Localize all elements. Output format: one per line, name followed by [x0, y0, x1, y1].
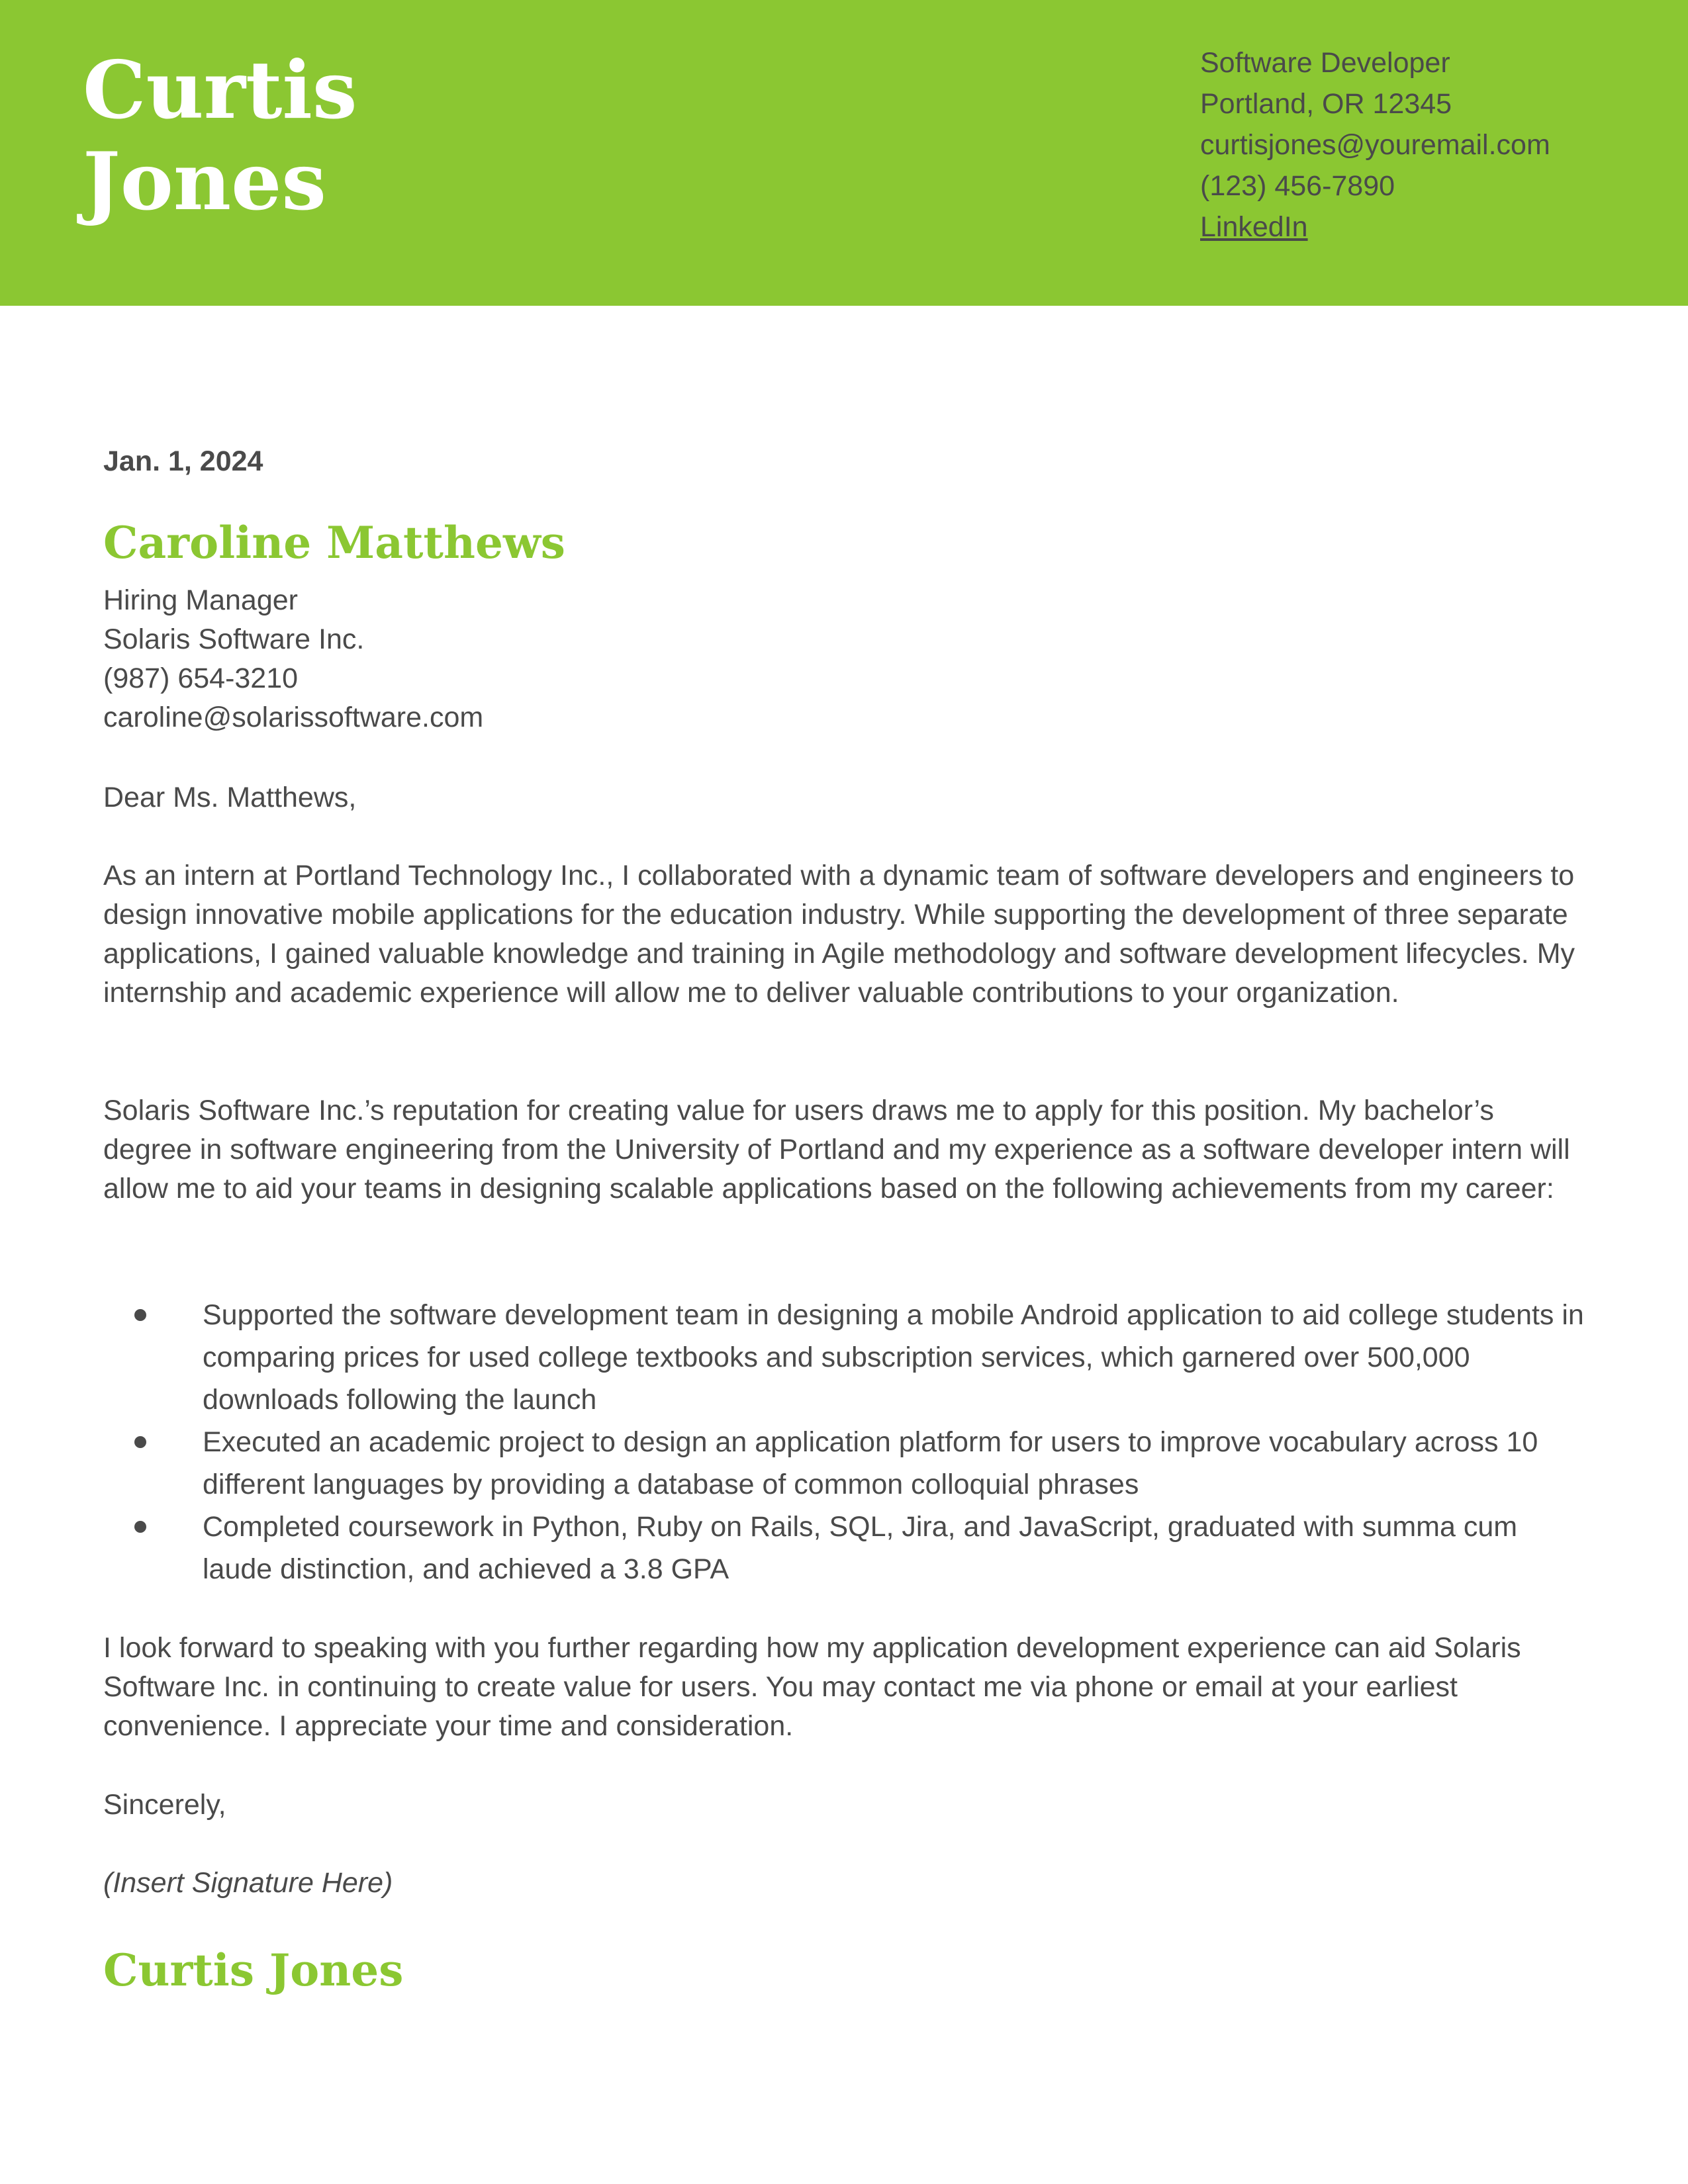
paragraph-motivation: Solaris Software Inc.’s reputation for creating value for users draws me to apply for this position. My bachelor’s degree in software engineering from the University of Portland and my experience as a software developer intern will allow me to aid your teams in designing scalable applications based on the following achievements from my career: [103, 1095, 1570, 1205]
linkedin-link[interactable]: LinkedIn [1200, 211, 1308, 243]
applicant-last-name: Jones [83, 135, 326, 228]
salutation: Dear Ms. Matthews, [103, 782, 357, 813]
bullet-icon [134, 1309, 146, 1321]
list-item [103, 1506, 1586, 1590]
list-item [103, 1421, 1586, 1506]
achievement-text: Executed an academic project to design an application platform for users to improve vocabulary across 10 different languages by providing a database of common colloquial phrases [203, 1426, 1538, 1500]
recipient-phone: (987) 654-3210 [103, 662, 299, 694]
achievement-text: Supported the software development team in designing a mobile Android application to aid college students in comparing prices for used college textbooks and subscription services, which garnered over 500,000 downloads following the launch [203, 1299, 1584, 1416]
paragraph-intro: As an intern at Portland Technology Inc., I collaborated with a dynamic team of software developers and engineers to design innovative mobile applications for the education industry. While supporting the development of three separate applications, I gained valuable knowledge and training in Agile methodology and software development lifecycles. My internship and academic experience will allow me to deliver valuable contributions to your organization. [103, 860, 1575, 1009]
paragraph-closing: I look forward to speaking with you further regarding how my application development experience can aid Solaris Software Inc. in continuing to create value for users. You may contact me via phone or email at your earliest convenience. I appreciate your time and consideration. [103, 1632, 1521, 1742]
recipient-title: Hiring Manager [103, 584, 298, 616]
applicant-first-name: Curtis [83, 44, 357, 137]
applicant-contact [1200, 42, 1550, 248]
applicant-job-title: Software Developer [1200, 47, 1450, 79]
bullet-icon [134, 1436, 146, 1448]
applicant-location: Portland, OR 12345 [1200, 88, 1452, 120]
bullet-icon [134, 1521, 146, 1533]
sender-name: Curtis Jones [103, 1944, 404, 1996]
recipient-email: caroline@solarissoftware.com [103, 702, 484, 733]
applicant-email: curtisjones@youremail.com [1200, 129, 1550, 161]
achievements-list [103, 1294, 1586, 1590]
recipient-details [103, 581, 483, 737]
recipient-company: Solaris Software Inc. [103, 623, 365, 655]
recipient-name: Caroline Matthews [103, 517, 565, 569]
achievement-text: Completed coursework in Python, Ruby on Rails, SQL, Jira, and JavaScript, graduated with summa cum laude distinction, and achieved a 3.8 GPA [203, 1511, 1518, 1585]
closing-line: Sincerely, [103, 1789, 226, 1821]
list-item [103, 1294, 1586, 1421]
letter-date: Jan. 1, 2024 [103, 445, 263, 477]
header-banner [0, 0, 1688, 306]
applicant-phone: (123) 456-7890 [1200, 170, 1395, 202]
applicant-name [83, 45, 357, 228]
signature-placeholder: (Insert Signature Here) [103, 1867, 393, 1899]
